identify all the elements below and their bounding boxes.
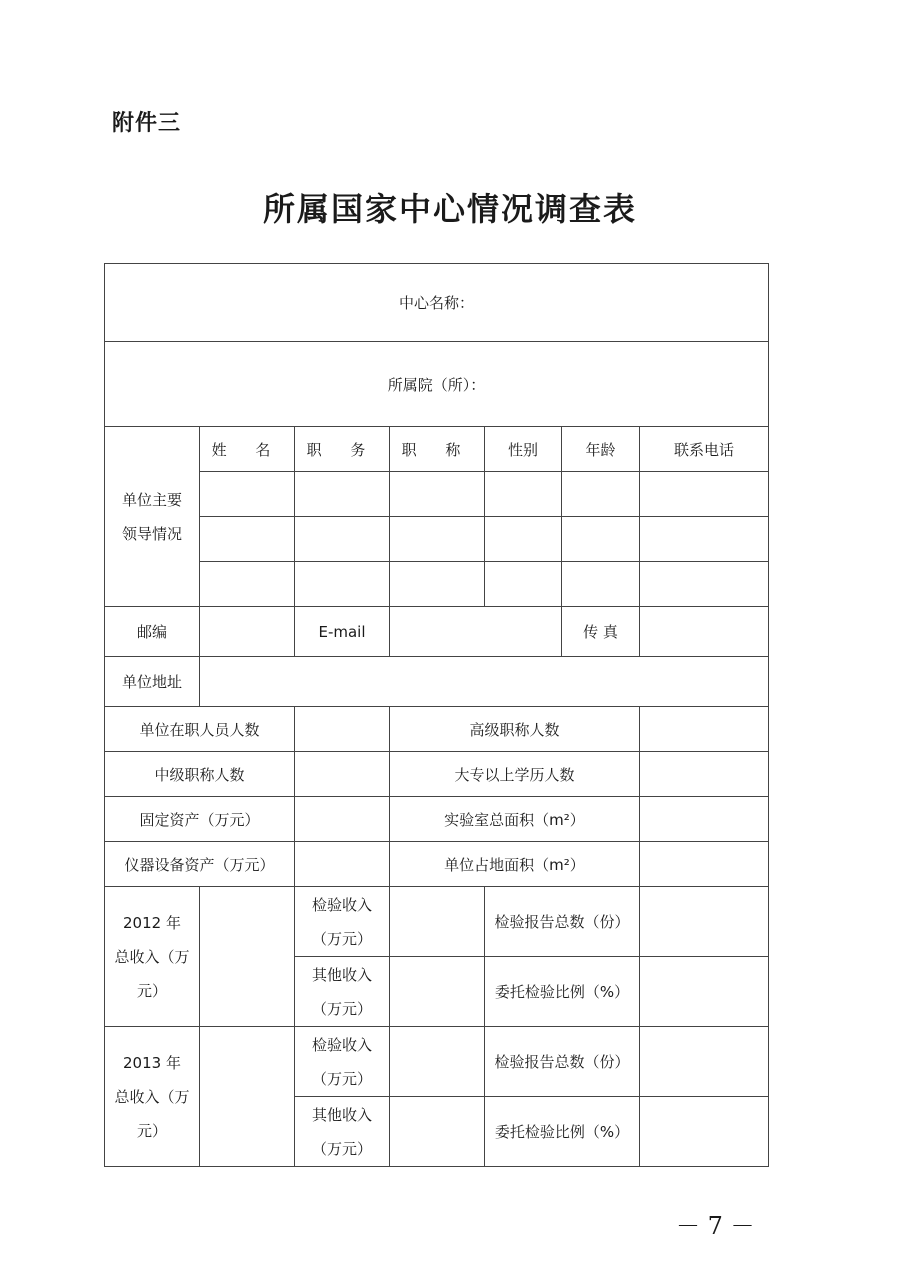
leader-cell[interactable] <box>562 517 640 562</box>
leadership-row-label: 单位主要 领导情况 <box>105 427 200 607</box>
stat-label-right: 高级职称人数 <box>390 707 640 752</box>
report-count-label: 检验报告总数（份） <box>485 887 640 957</box>
leader-cell[interactable] <box>485 472 562 517</box>
leader-cell[interactable] <box>485 517 562 562</box>
leader-cell[interactable] <box>390 562 485 607</box>
postcode-field[interactable] <box>200 607 295 657</box>
stat-value-left[interactable] <box>295 797 390 842</box>
income-year-label: 2013 年 总收入（万 元） <box>105 1027 200 1167</box>
stat-value-left[interactable] <box>295 707 390 752</box>
commission-ratio-field[interactable] <box>640 1097 769 1167</box>
stat-label-left: 单位在职人员人数 <box>105 707 295 752</box>
institute-field[interactable]: 所属院（所）： <box>105 342 769 427</box>
leader-cell[interactable] <box>200 562 295 607</box>
inspection-income-label: 检验收入 （万元） <box>295 1027 390 1097</box>
inspection-income-field[interactable] <box>390 1027 485 1097</box>
total-income-field[interactable] <box>200 1027 295 1167</box>
inspection-income-label: 检验收入 （万元） <box>295 887 390 957</box>
header-gender: 性别 <box>485 427 562 472</box>
leader-cell[interactable] <box>485 562 562 607</box>
leader-row <box>105 517 769 562</box>
stat-value-right[interactable] <box>640 797 769 842</box>
stat-value-right[interactable] <box>640 752 769 797</box>
other-income-label: 其他收入 （万元） <box>295 1097 390 1167</box>
document-title: 所属国家中心情况调查表 <box>262 190 637 228</box>
center-name-field[interactable]: 中心名称： <box>105 264 769 342</box>
leader-cell[interactable] <box>200 472 295 517</box>
leader-row <box>105 562 769 607</box>
address-label: 单位地址 <box>105 657 200 707</box>
header-age: 年龄 <box>562 427 640 472</box>
report-count-field[interactable] <box>640 887 769 957</box>
commission-ratio-label: 委托检验比例（%） <box>485 1097 640 1167</box>
attachment-label: 附件三 <box>112 111 182 136</box>
email-label: E-mail <box>295 607 390 657</box>
stat-value-right[interactable] <box>640 707 769 752</box>
stat-label-left: 中级职称人数 <box>105 752 295 797</box>
commission-ratio-label: 委托检验比例（%） <box>485 957 640 1027</box>
header-phone: 联系电话 <box>640 427 769 472</box>
leader-cell[interactable] <box>200 517 295 562</box>
leader-row <box>105 472 769 517</box>
stat-label-left: 仪器设备资产（万元） <box>105 842 295 887</box>
email-field[interactable] <box>390 607 562 657</box>
fax-label: 传 真 <box>562 607 640 657</box>
stat-label-right: 单位占地面积（m²） <box>390 842 640 887</box>
stat-value-left[interactable] <box>295 752 390 797</box>
header-position: 职 务 <box>295 427 390 472</box>
stat-label-left: 固定资产（万元） <box>105 797 295 842</box>
commission-ratio-field[interactable] <box>640 957 769 1027</box>
total-income-field[interactable] <box>200 887 295 1027</box>
other-income-field[interactable] <box>390 1097 485 1167</box>
fax-field[interactable] <box>640 607 769 657</box>
leader-cell[interactable] <box>390 472 485 517</box>
leader-cell[interactable] <box>295 472 390 517</box>
stat-label-right: 大专以上学历人数 <box>390 752 640 797</box>
stat-label-right: 实验室总面积（m²） <box>390 797 640 842</box>
other-income-label: 其他收入 （万元） <box>295 957 390 1027</box>
income-year-label: 2012 年 总收入（万 元） <box>105 887 200 1027</box>
page-number: － 7 － <box>676 1212 755 1240</box>
inspection-income-field[interactable] <box>390 887 485 957</box>
leader-cell[interactable] <box>640 562 769 607</box>
stat-value-right[interactable] <box>640 842 769 887</box>
report-count-label: 检验报告总数（份） <box>485 1027 640 1097</box>
leader-cell[interactable] <box>640 472 769 517</box>
leader-cell[interactable] <box>295 562 390 607</box>
report-count-field[interactable] <box>640 1027 769 1097</box>
header-title: 职 称 <box>390 427 485 472</box>
leader-cell[interactable] <box>562 472 640 517</box>
leader-cell[interactable] <box>295 517 390 562</box>
header-name: 姓 名 <box>200 427 295 472</box>
address-field[interactable] <box>200 657 769 707</box>
survey-form-table <box>104 263 769 1167</box>
leader-cell[interactable] <box>562 562 640 607</box>
stat-value-left[interactable] <box>295 842 390 887</box>
other-income-field[interactable] <box>390 957 485 1027</box>
leader-cell[interactable] <box>390 517 485 562</box>
postcode-label: 邮编 <box>105 607 200 657</box>
leader-cell[interactable] <box>640 517 769 562</box>
